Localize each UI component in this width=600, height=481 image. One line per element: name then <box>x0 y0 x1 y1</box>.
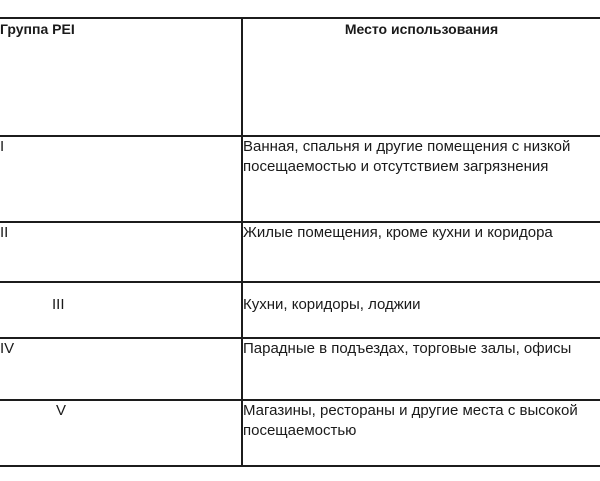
place-of-use-cell: Кухни, коридоры, лоджии <box>242 282 600 338</box>
pei-group-cell: V <box>0 400 242 466</box>
pei-group-cell: IV <box>0 338 242 400</box>
header-pei-group: Группа PEI <box>0 18 242 136</box>
table-body <box>0 136 600 466</box>
place-of-use-cell: Магазины, рестораны и другие места с высокой посещаемостью <box>242 400 600 466</box>
pei-group-cell: II <box>0 222 242 282</box>
pei-usage-table <box>0 17 600 467</box>
place-of-use-cell: Ванная, спальня и другие помещения с низкой посещаемостью и отсутствием загрязнения <box>242 136 600 222</box>
pei-group-cell: III <box>0 282 242 338</box>
pei-group-cell: I <box>0 136 242 222</box>
table-row <box>0 136 600 222</box>
header-row <box>0 18 600 136</box>
table-row <box>0 400 600 466</box>
table-row <box>0 338 600 400</box>
header-place-of-use: Место использования <box>242 18 600 136</box>
place-of-use-cell: Жилые помещения, кроме кухни и коридора <box>242 222 600 282</box>
place-of-use-cell: Парадные в подъездах, торговые залы, офисы <box>242 338 600 400</box>
table-header <box>0 18 600 136</box>
table-row <box>0 222 600 282</box>
table-row <box>0 282 600 338</box>
